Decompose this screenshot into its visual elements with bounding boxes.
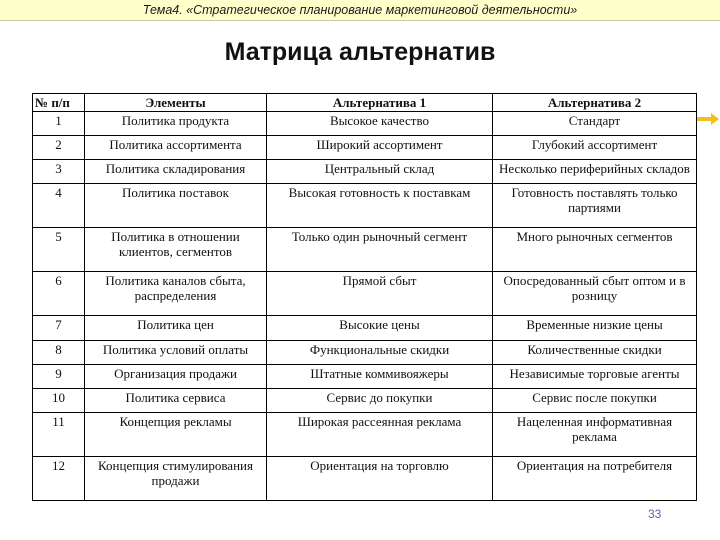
cell-element: Организация продажи (85, 364, 267, 388)
alternatives-table (32, 93, 697, 501)
table-row (33, 340, 697, 364)
cell-num: 1 (33, 112, 85, 136)
cell-element: Политика ассортимента (85, 136, 267, 160)
cell-element: Политика цен (85, 316, 267, 340)
cell-element: Политика поставок (85, 184, 267, 228)
cell-alt2: Несколько периферийных складов (493, 160, 697, 184)
topic-header-bar (0, 0, 720, 21)
cell-alt1: Широкий ассортимент (267, 136, 493, 160)
table-row (33, 364, 697, 388)
cell-element: Политика в отношении клиентов, сегментов (85, 228, 267, 272)
page-number: 33 (648, 507, 662, 521)
cell-alt2: Количественные скидки (493, 340, 697, 364)
cell-element: Концепция рекламы (85, 412, 267, 456)
cell-num: 11 (33, 412, 85, 456)
cell-num: 7 (33, 316, 85, 340)
table-row (33, 112, 697, 136)
cell-alt2: Стандарт (493, 112, 697, 136)
table-row (33, 228, 697, 272)
table-header-row (33, 94, 697, 112)
cell-num: 8 (33, 340, 85, 364)
cell-alt1: Высокое качество (267, 112, 493, 136)
table-row (33, 184, 697, 228)
cell-num: 3 (33, 160, 85, 184)
alternatives-table-wrap (32, 93, 696, 501)
cell-alt2: Ориентация на потребителя (493, 456, 697, 500)
cell-element: Политика условий оплаты (85, 340, 267, 364)
cell-alt1: Штатные коммивояжеры (267, 364, 493, 388)
table-row (33, 160, 697, 184)
cell-alt2: Готовность поставлять только партиями (493, 184, 697, 228)
cell-num: 5 (33, 228, 85, 272)
topic-text: Тема4. «Стратегическое планирование маркетинговой деятельности» (142, 3, 578, 17)
cell-num: 2 (33, 136, 85, 160)
cell-num: 4 (33, 184, 85, 228)
cell-alt2: Временные низкие цены (493, 316, 697, 340)
cell-alt1: Высокая готовность к поставкам (267, 184, 493, 228)
arrow-decoration-icon (697, 113, 719, 125)
table-row (33, 272, 697, 316)
cell-alt2: Опосредованный сбыт оптом и в розницу (493, 272, 697, 316)
table-row (33, 316, 697, 340)
page-title: Матрица альтернатив (224, 38, 496, 66)
cell-element: Концепция стимулирования продажи (85, 456, 267, 500)
cell-alt2: Сервис после покупки (493, 388, 697, 412)
cell-alt1: Прямой сбыт (267, 272, 493, 316)
cell-alt1: Высокие цены (267, 316, 493, 340)
cell-element: Политика продукта (85, 112, 267, 136)
header-alt2: Альтернатива 2 (493, 94, 697, 112)
cell-alt1: Ориентация на торговлю (267, 456, 493, 500)
cell-element: Политика сервиса (85, 388, 267, 412)
cell-alt1: Широкая рассеянная реклама (267, 412, 493, 456)
cell-num: 9 (33, 364, 85, 388)
table-row (33, 456, 697, 500)
cell-num: 12 (33, 456, 85, 500)
header-alt1: Альтернатива 1 (267, 94, 493, 112)
cell-num: 6 (33, 272, 85, 316)
header-elements: Элементы (85, 94, 267, 112)
cell-alt1: Центральный склад (267, 160, 493, 184)
header-num: № п/п (33, 94, 85, 112)
cell-alt2: Глубокий ассортимент (493, 136, 697, 160)
cell-alt1: Функциональные скидки (267, 340, 493, 364)
cell-alt1: Только один рыночный сегмент (267, 228, 493, 272)
cell-element: Политика складирования (85, 160, 267, 184)
cell-alt2: Много рыночных сегментов (493, 228, 697, 272)
table-row (33, 412, 697, 456)
table-row (33, 136, 697, 160)
cell-alt1: Сервис до покупки (267, 388, 493, 412)
table-row (33, 388, 697, 412)
cell-alt2: Нацеленная информативная реклама (493, 412, 697, 456)
cell-num: 10 (33, 388, 85, 412)
cell-alt2: Независимые торговые агенты (493, 364, 697, 388)
cell-element: Политика каналов сбыта, распределения (85, 272, 267, 316)
